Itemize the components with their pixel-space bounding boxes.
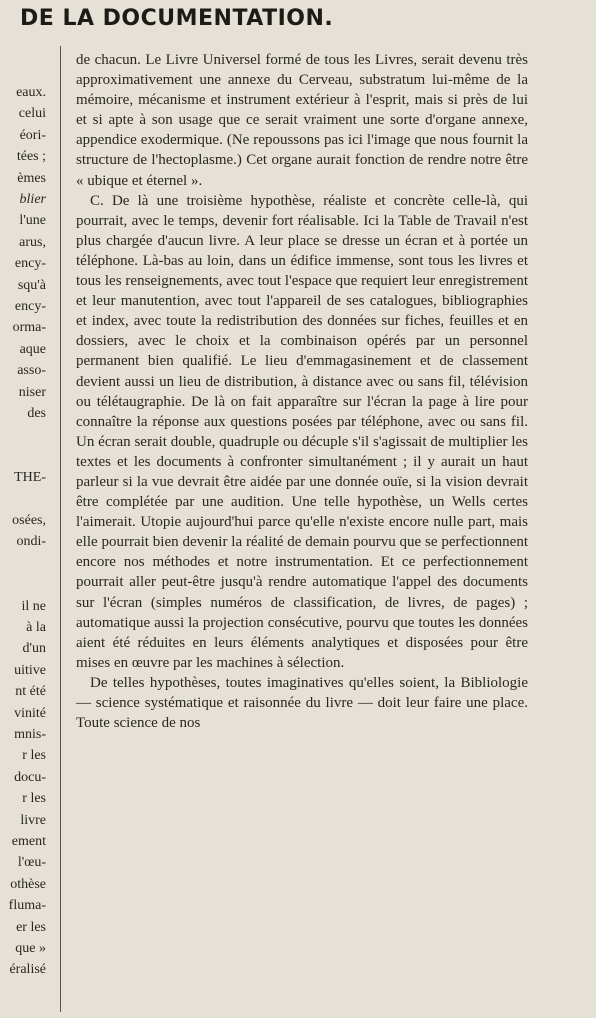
margin-fragment: mnis- (14, 727, 46, 742)
margin-fragment: ondi- (16, 534, 46, 550)
margin-fragment: THE- (14, 470, 46, 486)
margin-fragment: des (27, 406, 46, 421)
margin-fragment: arus, (19, 234, 46, 250)
margin-fragment: niser (18, 384, 46, 400)
main-text-column (76, 50, 528, 733)
margin-fragment: l'une (19, 213, 46, 229)
margin-fragment: l'œu- (17, 855, 46, 871)
left-page-fragment (0, 83, 48, 1018)
page-edge (0, 1012, 596, 1018)
margin-fragment: er les (16, 919, 46, 935)
margin-fragment: aque (19, 341, 46, 357)
margin-fragment: nt été (15, 684, 46, 700)
margin-fragment: blier (19, 192, 46, 207)
running-heading: DE LA DOCUMENTATION. (20, 6, 334, 31)
margin-fragment: r les (22, 791, 46, 807)
margin-fragment: éralisé (9, 962, 46, 978)
margin-fragment: docu- (14, 769, 46, 785)
margin-fragment: fluma- (8, 898, 46, 914)
margin-fragment: othèse (10, 876, 46, 892)
margin-fragment: èmes (17, 170, 46, 186)
margin-fragment: il ne (21, 598, 46, 614)
margin-fragment: livre (20, 812, 46, 828)
margin-fragment: ency- (14, 256, 46, 272)
paragraph: C. De là une troisième hypothèse, réaliste et concrète celle-là, qui pourrait, avec le temps, devenir fort réalisable. Ici la Table de Travail n'est plus chargée d'aucun livre. A leur place se dresse un écran et à portée un téléphone. Là-bas au loin, dans un édifice immense, sont tous les livres et tous les renseignements, avec tout l'espace que requiert leur enregistrement et leur manutention, avec tout l'appareil de ses catalogues, bibliographies et index, avec toute la redistribution des données sur fiches, feuilles et en dossiers, avec le choix et la combinaison opérés par un personnel permanent bien qualifié. Le lieu d'emmagasinement et de classement devient aussi un lieu de distribution, à distance avec ou sans fil, télévision ou télétaugraphie. De là on fait apparaître sur l'écran la page à lire pour connaître la réponse aux questions posées par téléphone, avec ou sans fil. Un écran serait double, quadruple ou décuple s'il s'agissait de multiplier les textes et les documents à confronter simultanément ; il y aurait un haut parleur si la vue devrait être aidée par une donnée ouïe, si la vision devrait être complétée par une audition. Une telle hypothèse, un Wells certes l'aimerait. Utopie aujourd'hui parce qu'elle n'existe encore nulle part, mais elle pourrait bien devenir la réalité de demain pourvu que se perfectionnent encore nos méthodes et notre instrumentation. Et ce perfectionnement pourrait aller peut-être jusqu'à rendre automatique l'appel des documents sur l'écran (simples numéros de classification, de livres, de pages) ; automatique aussi la projection consécutive, pourvu que toutes les données aient été réduites en leurs éléments analytiques et disposées pour être mises en œuvre par les machines à sélection. (76, 192, 528, 671)
margin-fragment: celui (18, 106, 46, 122)
margin-fragment: osées, (12, 513, 46, 528)
margin-fragment: ency- (14, 299, 46, 314)
column-rule (60, 46, 61, 1018)
margin-fragment: que » (15, 941, 46, 956)
margin-fragment: r les (22, 748, 46, 764)
margin-fragment: tées ; (16, 149, 46, 165)
margin-fragment: d'un (22, 641, 46, 657)
margin-fragment: ement (11, 834, 46, 849)
paragraph: de chacun. Le Livre Universel formé de tous les Livres, serait devenu très approximativement une annexe du Cerveau, substratum lui-même de la mémoire, mécanisme et instrument extérieur à l'esprit, mais si près de lui et si apte à son usage que ce serait vraiment une sorte d'organe annexe, appendice exodermique. (Ne repoussons pas ici l'image que nous fournit la structure de l'hectoplasme.) Cet organe aurait fonction de rendre notre être « ubique et éternel ». (76, 52, 528, 189)
margin-fragment: à la (26, 620, 46, 635)
margin-fragment: orma- (12, 320, 46, 336)
margin-fragment: squ'à (17, 277, 46, 293)
paragraph: De telles hypothèses, toutes imaginatives qu'elles soient, la Bibliologie — science systématique et raisonnée du livre — doit leur faire une place. Toute science de nos (76, 674, 528, 732)
margin-fragment: éori- (19, 127, 46, 143)
margin-fragment: eaux. (16, 85, 46, 100)
margin-fragment: asso- (17, 363, 46, 379)
margin-fragment: vinité (14, 705, 46, 721)
margin-fragment: uitive (14, 662, 46, 678)
